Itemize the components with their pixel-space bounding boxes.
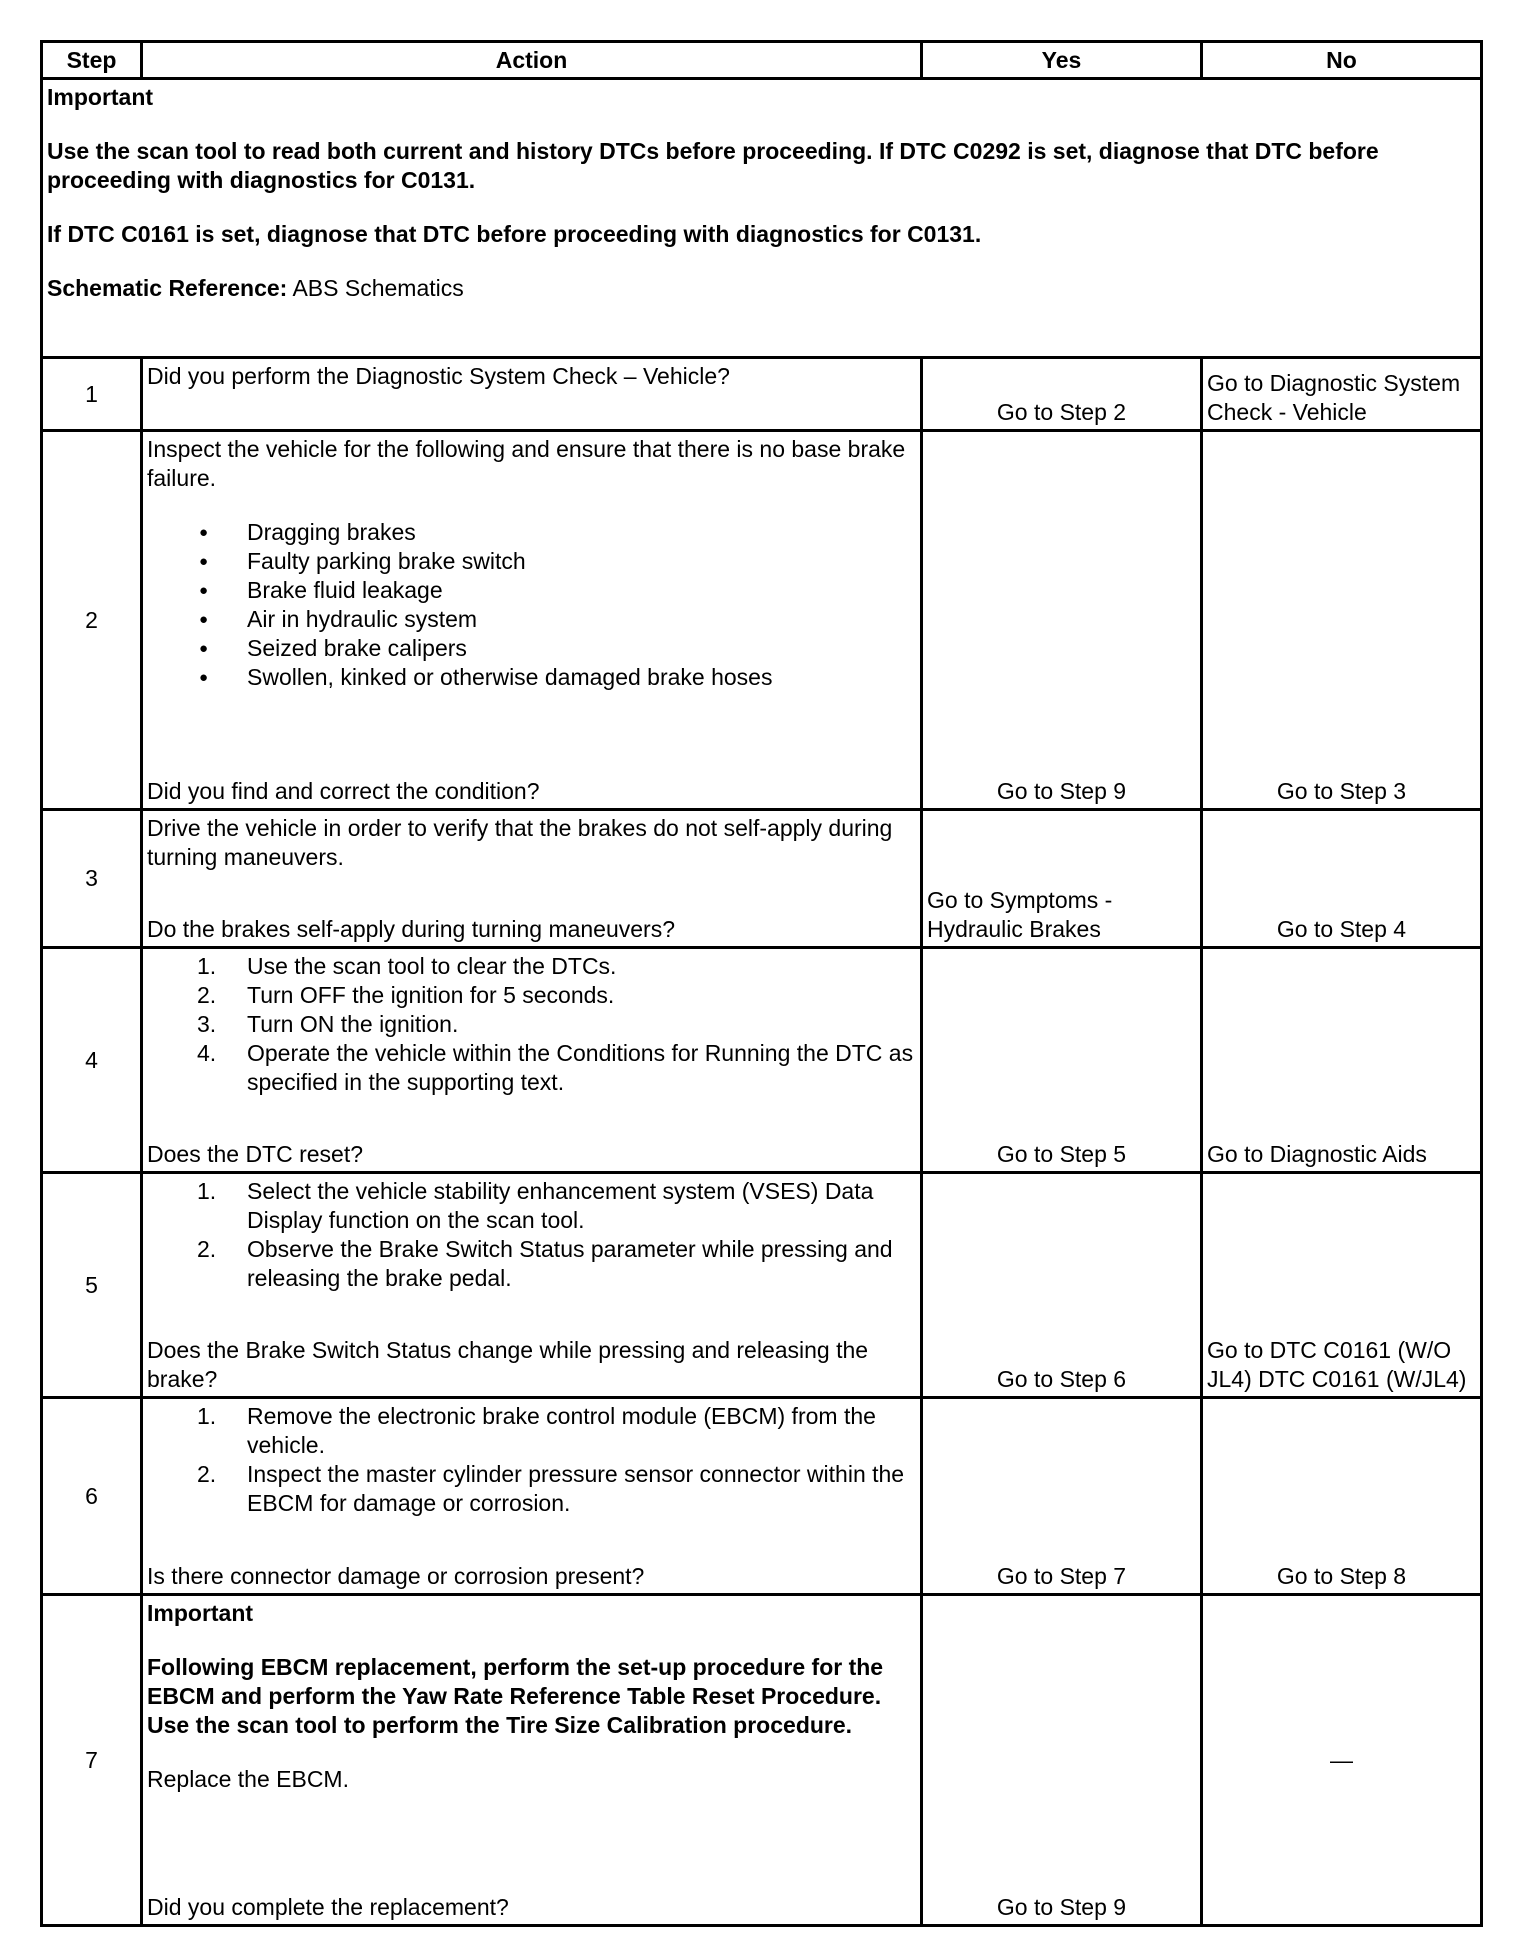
list-number: 2. <box>197 1461 217 1487</box>
no-result: Go to Diagnostic Aids <box>1207 1141 1427 1167</box>
step-intro: Drive the vehicle in order to verify that the brakes do not self-apply during turning maneuvers. <box>147 815 893 870</box>
step-question: Did you find and correct the condition? <box>147 778 540 804</box>
header-action: Action <box>142 42 922 79</box>
list-item: ● Seized brake calipers <box>147 634 916 663</box>
list-text: Observe the Brake Switch Status parameter while pressing and releasing the brake pedal. <box>247 1236 893 1291</box>
action-cell <box>142 948 922 1173</box>
list-text: Select the vehicle stability enhancement system (VSES) Data Display function on the scan tool. <box>247 1178 874 1233</box>
list-number: 1. <box>197 1178 217 1204</box>
action-cell <box>142 431 922 810</box>
yes-result: Go to Step 2 <box>996 399 1127 425</box>
yes-result: Go to Step 7 <box>996 1563 1127 1589</box>
list-item <box>147 1460 916 1518</box>
table-row <box>42 358 1482 431</box>
header-row <box>42 42 1482 79</box>
step-number: 7 <box>42 1595 142 1926</box>
no-result: Go to Diagnostic System Check - Vehicle <box>1207 370 1461 425</box>
table-row <box>42 1398 1482 1595</box>
step-number: 5 <box>42 1173 142 1398</box>
action-cell <box>142 810 922 948</box>
list-text: Use the scan tool to clear the DTCs. <box>247 953 617 979</box>
list-item: ● Air in hydraulic system <box>147 605 916 634</box>
list-item: ● Dragging brakes <box>147 518 916 547</box>
no-cell <box>1202 948 1482 1173</box>
step-number: 4 <box>42 948 142 1173</box>
diagnostic-table <box>40 40 1483 1927</box>
action-cell <box>142 1398 922 1595</box>
schematic-reference-value: ABS Schematics <box>287 275 464 301</box>
yes-cell <box>922 1398 1202 1595</box>
yes-cell <box>922 431 1202 810</box>
condition-list <box>147 518 916 692</box>
list-item <box>147 1039 916 1097</box>
no-result: — <box>1202 1595 1482 1926</box>
list-item: ● Swollen, kinked or otherwise damaged brake hoses <box>147 663 916 692</box>
step-question: Does the Brake Switch Status change while pressing and releasing the brake? <box>147 1337 869 1392</box>
header-no: No <box>1202 42 1482 79</box>
step-question: Did you complete the replacement? <box>147 1894 509 1920</box>
list-item: ● Brake fluid leakage <box>147 576 916 605</box>
procedure-list <box>143 1174 920 1296</box>
list-item <box>147 981 916 1010</box>
list-item <box>147 1010 916 1039</box>
procedure-list <box>143 949 920 1100</box>
yes-cell <box>922 358 1202 431</box>
list-number: 4. <box>197 1040 217 1066</box>
list-number: 2. <box>197 1236 217 1262</box>
yes-result: Go to Step 9 <box>996 778 1127 804</box>
table-row <box>42 1595 1482 1926</box>
step-important-label: Important <box>147 1600 254 1626</box>
intro-line-2: If DTC C0161 is set, diagnose that DTC before proceeding with diagnostics for C0131. <box>47 221 982 247</box>
no-result: Go to Step 3 <box>1276 778 1407 804</box>
step-question: Is there connector damage or corrosion present? <box>147 1563 645 1589</box>
step-instruction: Replace the EBCM. <box>147 1766 349 1792</box>
list-number: 3. <box>197 1011 217 1037</box>
no-result: Go to DTC C0161 (W/O JL4) DTC C0161 (W/JL4) <box>1207 1337 1467 1392</box>
action-cell <box>142 358 922 431</box>
table-row <box>42 1173 1482 1398</box>
list-number: 2. <box>197 982 217 1008</box>
intro-important-label: Important <box>47 84 154 110</box>
no-cell <box>1202 810 1482 948</box>
table-row <box>42 948 1482 1173</box>
no-result: Go to Step 4 <box>1276 916 1407 942</box>
list-text: Inspect the master cylinder pressure sensor connector within the EBCM for damage or corrosion. <box>247 1461 905 1516</box>
list-item <box>147 1235 916 1293</box>
schematic-reference <box>47 274 1476 303</box>
step-question: Does the DTC reset? <box>147 1141 364 1167</box>
step-important-text: Following EBCM replacement, perform the set-up procedure for the EBCM and perform the Yaw Rate Reference Table Reset Procedure. Use the scan tool to perform the Tire Size Calibration procedure. <box>147 1654 884 1738</box>
header-step: Step <box>42 42 142 79</box>
yes-cell <box>922 1173 1202 1398</box>
yes-result: Go to Step 6 <box>996 1366 1127 1392</box>
table-row <box>42 431 1482 810</box>
yes-cell <box>922 1595 1202 1926</box>
step-number: 6 <box>42 1398 142 1595</box>
list-item <box>147 1402 916 1460</box>
step-number: 1 <box>42 358 142 431</box>
yes-result: Go to Symptoms - Hydraulic Brakes <box>927 887 1113 942</box>
list-item <box>147 952 916 981</box>
step-intro: Inspect the vehicle for the following and ensure that there is no base brake failure. <box>147 436 906 491</box>
yes-result: Go to Step 9 <box>996 1894 1127 1920</box>
no-cell <box>1202 358 1482 431</box>
no-result: Go to Step 8 <box>1276 1563 1407 1589</box>
intro-row <box>42 79 1482 358</box>
step-number: 3 <box>42 810 142 948</box>
list-item: ● Faulty parking brake switch <box>147 547 916 576</box>
procedure-list <box>143 1399 920 1521</box>
header-yes: Yes <box>922 42 1202 79</box>
step-number: 2 <box>42 431 142 810</box>
list-number: 1. <box>197 953 217 979</box>
list-text: Remove the electronic brake control module (EBCM) from the vehicle. <box>247 1403 876 1458</box>
no-cell <box>1202 1173 1482 1398</box>
list-text: Turn OFF the ignition for 5 seconds. <box>247 982 615 1008</box>
list-item <box>147 1177 916 1235</box>
step-question: Did you perform the Diagnostic System Check – Vehicle? <box>147 363 730 389</box>
no-cell <box>1202 1398 1482 1595</box>
list-text: Turn ON the ignition. <box>247 1011 459 1037</box>
yes-cell <box>922 948 1202 1173</box>
list-number: 1. <box>197 1403 217 1429</box>
intro-cell <box>42 79 1482 358</box>
list-text: Operate the vehicle within the Conditions for Running the DTC as specified in the supporting text. <box>247 1040 914 1095</box>
action-cell <box>142 1173 922 1398</box>
yes-result: Go to Step 5 <box>996 1141 1127 1167</box>
step-question: Do the brakes self-apply during turning maneuvers? <box>147 916 676 942</box>
table-row <box>42 810 1482 948</box>
action-cell <box>142 1595 922 1926</box>
schematic-reference-label: Schematic Reference: <box>47 275 288 301</box>
no-cell <box>1202 431 1482 810</box>
intro-line-1: Use the scan tool to read both current and history DTCs before proceeding. If DTC C0292 is set, diagnose that DTC before proceeding with diagnostics for C0131. <box>47 138 1379 193</box>
yes-cell <box>922 810 1202 948</box>
